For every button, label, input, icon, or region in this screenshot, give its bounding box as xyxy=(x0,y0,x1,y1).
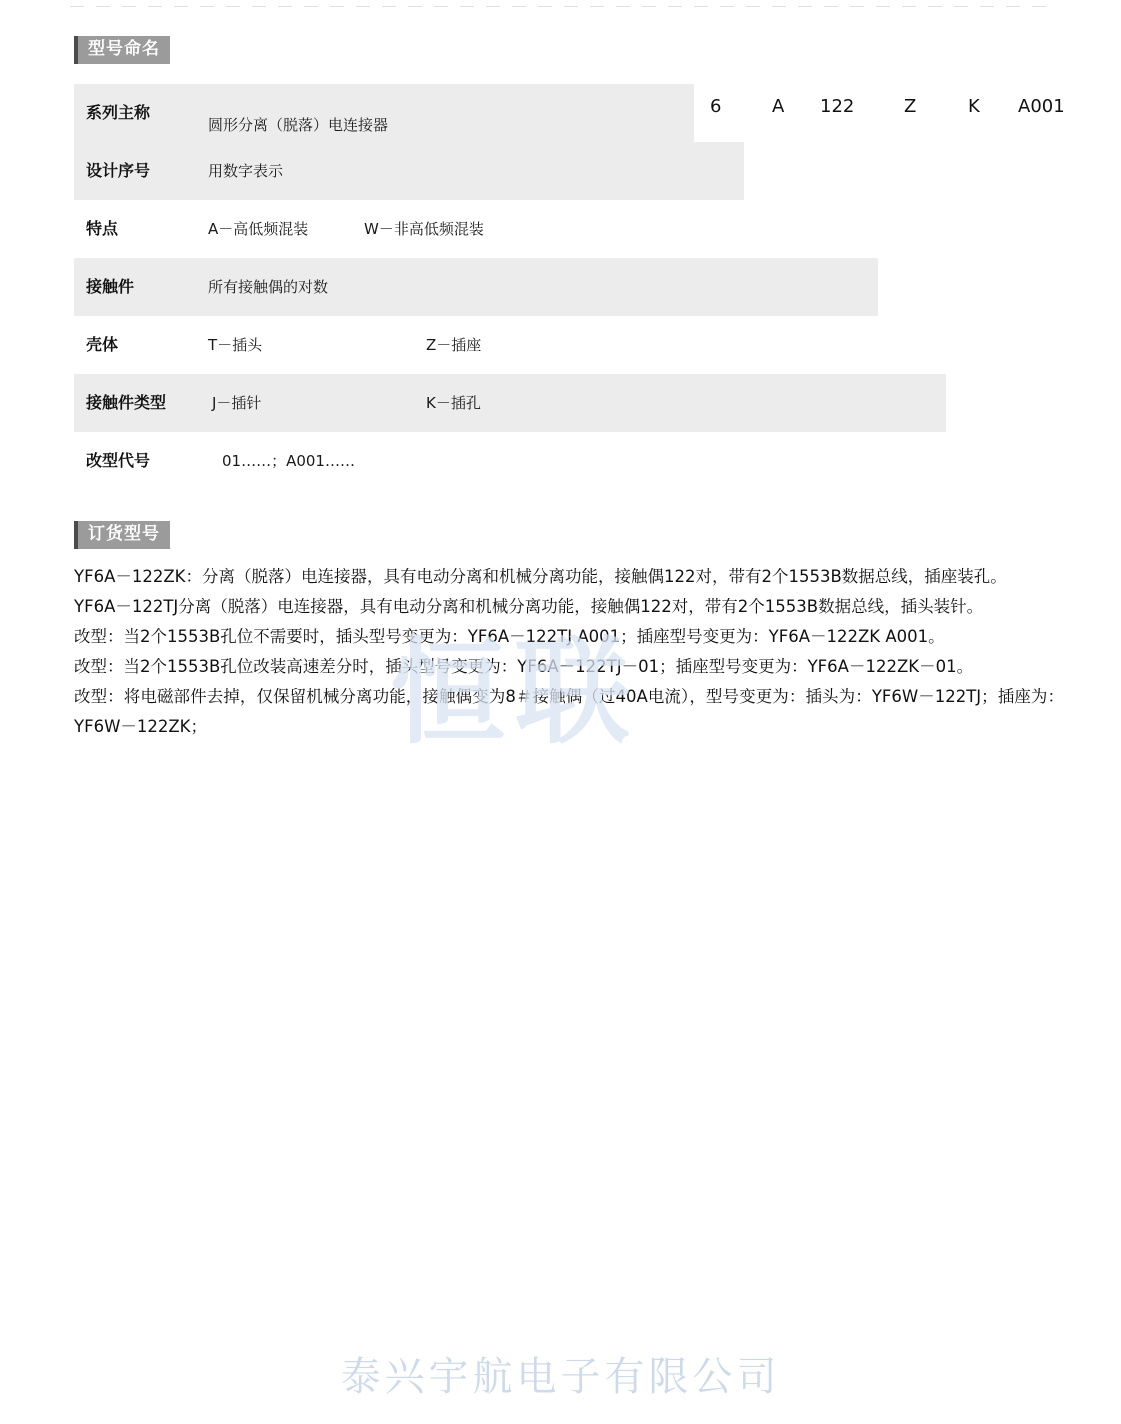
order-paragraph: YF6A－122TJ分离（脱落）电连接器，具有电动分离和机械分离功能，接触偶122对，带有2个1553B数据总线，插头装针。 xyxy=(74,597,984,616)
table-row xyxy=(74,316,1046,374)
row-desc-2: K－插孔 xyxy=(426,394,481,412)
section-heading-naming: 型号命名 xyxy=(74,36,170,64)
row-label: 系列主称 xyxy=(86,103,151,122)
order-paragraph: YF6A－122ZK：分离（脱落）电连接器，具有电动分离和机械分离功能，接触偶122对，带有2个1553B数据总线，插座装孔。 xyxy=(74,567,1007,586)
code-modification: A001 xyxy=(1018,96,1065,117)
row-label: 设计序号 xyxy=(86,161,151,180)
row-label: 特点 xyxy=(86,219,119,238)
order-paragraph: 改型：当2个1553B孔位改装高速差分时，插头型号变更为：YF6A－122TJ－01；插座型号变更为：YF6A－122ZK－01。 xyxy=(74,657,974,676)
row-band xyxy=(74,142,744,200)
code-series-number: 6 xyxy=(710,96,722,117)
row-band xyxy=(74,374,946,432)
row-desc-2: W－非高低频混装 xyxy=(364,220,484,238)
row-desc-1: 01……；A001…… xyxy=(222,452,355,470)
row-label: 接触件 xyxy=(86,277,135,296)
row-desc-1: J－插针 xyxy=(212,394,262,412)
table-row xyxy=(74,432,1046,490)
table-row xyxy=(74,258,1046,316)
code-contact-type: K xyxy=(968,96,980,117)
watermark-company: 泰兴宇航电子有限公司 xyxy=(340,1354,781,1400)
row-band xyxy=(74,432,1014,490)
order-paragraph: 改型：将电磁部件去掉，仅保留机械分离功能，接触偶变为8＃接触偶（过40A电流），型号变更为：插头为：YF6W－122TJ；插座为：YF6W－122ZK； xyxy=(74,687,1064,736)
table-row xyxy=(74,374,1046,432)
row-desc-2: Z－插座 xyxy=(426,336,482,354)
order-model-text xyxy=(74,562,1064,742)
model-naming-table xyxy=(74,84,1046,490)
order-paragraph: 改型：当2个1553B孔位不需要时，插头型号变更为：YF6A－122TJ A001；插座型号变更为：YF6A－122ZK A001。 xyxy=(74,627,945,646)
section-heading-order: 订货型号 xyxy=(74,521,170,549)
row-desc-1: 圆形分离（脱落）电连接器 xyxy=(208,116,389,134)
row-band xyxy=(74,258,878,316)
row-desc-1: 用数字表示 xyxy=(208,162,284,180)
row-band xyxy=(74,316,946,374)
table-row xyxy=(74,200,1046,258)
watermark-logo: 恒联 xyxy=(390,626,641,760)
top-divider xyxy=(70,6,1050,7)
row-label: 壳体 xyxy=(86,335,119,354)
code-contacts: 122 xyxy=(820,96,855,117)
row-label: 接触件类型 xyxy=(86,393,167,412)
code-feature: A xyxy=(772,96,785,117)
code-shell: Z xyxy=(904,96,917,117)
table-row xyxy=(74,142,1046,200)
table-row xyxy=(74,84,1046,142)
row-desc-1: T－插头 xyxy=(208,336,263,354)
row-label: 改型代号 xyxy=(86,451,151,470)
row-desc-1: A－高低频混装 xyxy=(208,220,309,238)
row-desc-1: 所有接触偶的对数 xyxy=(208,278,329,296)
